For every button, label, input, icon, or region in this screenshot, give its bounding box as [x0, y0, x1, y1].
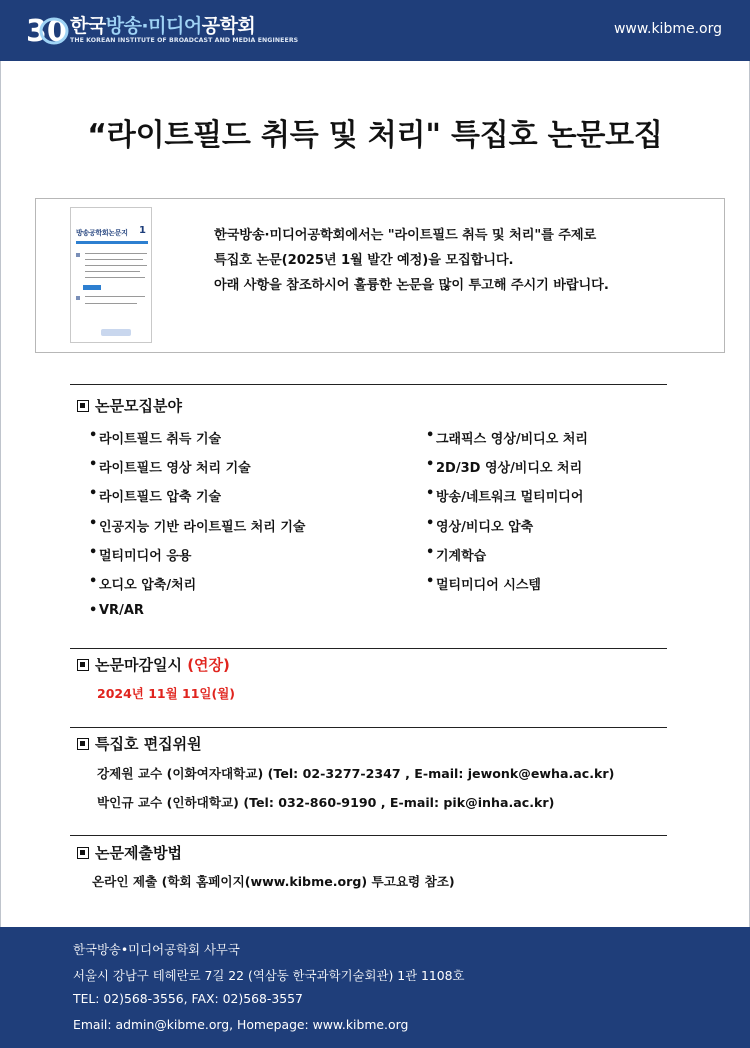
cover-toc-line: [85, 259, 143, 260]
deadline-heading: [77, 654, 230, 675]
fields-list-right: [426, 428, 588, 603]
square-bullet-icon: [77, 738, 89, 750]
fields-heading: [77, 395, 182, 416]
intro-line: 한국방송·미디어공학회에서는 "라이트필드 취득 및 처리"를 주제로: [214, 228, 597, 243]
section-divider: [70, 648, 667, 649]
editor-entry: 강제원 교수 (이화여자대학교) (Tel: 02-3277-2347 , E-mail: jewonk@ewha.ac.kr): [97, 766, 615, 781]
footer-contact-links[interactable]: Email: admin@kibme.org, Homepage: www.kibme.org: [73, 1017, 409, 1032]
intro-box: [35, 198, 725, 353]
submission-heading: [77, 842, 182, 863]
section-divider: [70, 835, 667, 836]
field-item: • 멀티미디어 응용: [89, 545, 305, 574]
cover-toc-line: [85, 265, 147, 266]
cover-section-tag: [83, 285, 101, 290]
field-item: • 라이트필드 영상 처리 기술: [89, 457, 305, 486]
submission-instructions: 온라인 제출 (학회 홈페이지(www.kibme.org) 투고요령 참조): [92, 874, 455, 889]
cover-issue-number: 1: [139, 225, 146, 236]
field-item: • 그래픽스 영상/비디오 처리: [426, 428, 588, 457]
field-item: • 라이트필드 취득 기술: [89, 428, 305, 457]
cover-toc-line: [85, 271, 140, 272]
cover-toc-line: [85, 277, 145, 278]
field-item: • VR/AR: [89, 603, 305, 632]
field-item: • 영상/비디오 압축: [426, 516, 588, 545]
deadline-heading-text: 논문마감일시: [95, 656, 182, 674]
submission-heading-text: 논문제출방법: [95, 844, 182, 862]
cover-toc-line: [85, 296, 145, 297]
square-bullet-icon: [77, 847, 89, 859]
cover-toc-line: [85, 253, 147, 254]
logo-subtitle: THE KOREAN INSTITUTE OF BROADCAST AND MEDIA ENGINEERS: [70, 37, 299, 44]
footer-office-name: 한국방송•미디어공학회 사무국: [73, 942, 240, 957]
square-bullet-icon: [77, 659, 89, 671]
fields-list-left: [89, 428, 305, 632]
logo-title-prefix: 한국: [70, 15, 106, 37]
cover-accent-bar: [76, 241, 148, 244]
field-item: • 오디오 압축/처리: [89, 574, 305, 603]
field-item: • 기계학습: [426, 545, 588, 574]
deadline-date: 2024년 11월 11일(월): [97, 686, 236, 701]
intro-line: 특집호 논문(2025년 1월 발간 예정)을 모집합니다.: [214, 253, 514, 268]
header-bar: [0, 0, 750, 61]
cover-side-mark: [76, 296, 80, 300]
cover-side-mark: [76, 253, 80, 257]
field-item: • 방송/네트워크 멀티미디어: [426, 486, 588, 515]
logo-title-accent: 방송·미디어: [105, 15, 202, 37]
logo-title: [70, 11, 255, 38]
field-item: • 라이트필드 압축 기술: [89, 486, 305, 515]
anniversary-30-icon: [26, 12, 70, 48]
footer-address: 서울시 강남구 테헤란로 7길 22 (역삼동 한국과학기술회관) 1관 1108호: [73, 968, 465, 983]
section-divider: [70, 384, 667, 385]
journal-cover-image: [70, 207, 152, 343]
page-title: “라이트필드 취득 및 처리" 특집호 논문모집: [87, 118, 663, 153]
footer-bar: [0, 927, 750, 1048]
field-item: • 멀티미디어 시스템: [426, 574, 588, 603]
site-url-link[interactable]: www.kibme.org: [613, 21, 722, 37]
cover-publisher-logo: [101, 329, 131, 336]
logo-mark-number: 30: [26, 14, 68, 48]
editors-heading-text: 특집호 편집위원: [95, 735, 202, 753]
intro-text: [214, 223, 609, 298]
fields-heading-text: 논문모집분야: [95, 397, 182, 415]
field-item: • 인공지능 기반 라이트필드 처리 기술: [89, 516, 305, 545]
section-divider: [70, 727, 667, 728]
editors-heading: [77, 733, 202, 754]
square-bullet-icon: [77, 400, 89, 412]
society-logo[interactable]: [26, 10, 299, 50]
cover-toc-line: [85, 303, 137, 304]
intro-line: 아래 사항을 참조하시어 훌륭한 논문을 많이 투고해 주시기 바랍니다.: [214, 278, 609, 293]
editor-entry: 박인규 교수 (인하대학교) (Tel: 032-860-9190 , E-mail: pik@inha.ac.kr): [97, 795, 555, 810]
deadline-extension-note: (연장): [187, 656, 230, 674]
logo-title-suffix: 공학회: [201, 15, 256, 37]
cover-title: 방송공학회논문지: [76, 229, 128, 237]
field-item: • 2D/3D 영상/비디오 처리: [426, 457, 588, 486]
footer-phone-fax: TEL: 02)568-3556, FAX: 02)568-3557: [73, 991, 303, 1006]
